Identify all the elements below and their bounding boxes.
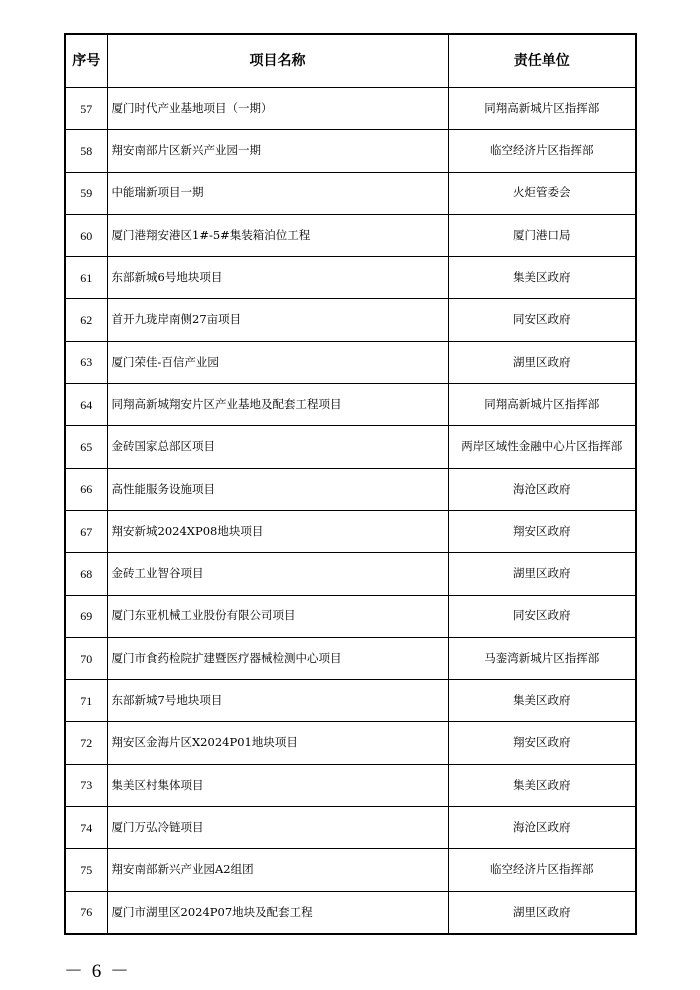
row-index: 72 [65,722,107,764]
row-responsible-unit: 湖里区政府 [448,553,636,595]
table-row [65,214,636,256]
row-responsible-unit: 翔安区政府 [448,510,636,552]
row-index: 59 [65,172,107,214]
row-project-name: 厦门时代产业基地项目（一期） [107,88,448,130]
table-row [65,722,636,764]
row-responsible-unit: 临空经济片区指挥部 [448,849,636,891]
row-index: 62 [65,299,107,341]
table-row [65,341,636,383]
row-project-name: 金砖工业智谷项目 [107,553,448,595]
row-project-name: 厦门荣佳-百信产业园 [107,341,448,383]
row-responsible-unit: 湖里区政府 [448,891,636,934]
row-responsible-unit: 集美区政府 [448,680,636,722]
row-project-name: 首开九珑岸南侧27亩项目 [107,299,448,341]
table-row [65,257,636,299]
row-project-name: 翔安区金海片区X2024P01地块项目 [107,722,448,764]
row-index: 63 [65,341,107,383]
row-responsible-unit: 火炬管委会 [448,172,636,214]
row-index: 73 [65,764,107,806]
row-project-name: 同翔高新城翔安片区产业基地及配套工程项目 [107,384,448,426]
table-row [65,130,636,172]
table-row [65,764,636,806]
row-project-name: 东部新城6号地块项目 [107,257,448,299]
row-responsible-unit: 同安区政府 [448,595,636,637]
row-responsible-unit: 厦门港口局 [448,214,636,256]
row-project-name: 集美区村集体项目 [107,764,448,806]
table-row [65,299,636,341]
row-project-name: 厦门东亚机械工业股份有限公司项目 [107,595,448,637]
row-responsible-unit: 海沧区政府 [448,468,636,510]
table-row [65,807,636,849]
row-responsible-unit: 湖里区政府 [448,341,636,383]
row-project-name: 金砖国家总部区项目 [107,426,448,468]
table-header-row [65,34,636,88]
row-responsible-unit: 两岸区域性金融中心片区指挥部 [448,426,636,468]
row-index: 70 [65,637,107,679]
row-responsible-unit: 翔安区政府 [448,722,636,764]
table-row [65,637,636,679]
project-table-container [64,33,635,935]
header-index: 序号 [65,34,107,88]
table-row [65,680,636,722]
project-table [64,33,637,935]
row-index: 60 [65,214,107,256]
row-responsible-unit: 集美区政府 [448,257,636,299]
table-row [65,468,636,510]
table-row [65,384,636,426]
row-project-name: 翔安南部片区新兴产业园一期 [107,130,448,172]
table-row [65,849,636,891]
row-project-name: 厦门港翔安港区1#-5#集装箱泊位工程 [107,214,448,256]
row-index: 66 [65,468,107,510]
table-row [65,88,636,130]
row-responsible-unit: 同安区政府 [448,299,636,341]
row-project-name: 东部新城7号地块项目 [107,680,448,722]
row-index: 61 [65,257,107,299]
row-project-name: 中能瑞新项目一期 [107,172,448,214]
row-index: 57 [65,88,107,130]
table-row [65,510,636,552]
row-project-name: 翔安南部新兴产业园A2组团 [107,849,448,891]
row-project-name: 厦门市湖里区2024P07地块及配套工程 [107,891,448,934]
table-row [65,172,636,214]
header-responsible-unit: 责任单位 [448,34,636,88]
row-index: 69 [65,595,107,637]
row-responsible-unit: 临空经济片区指挥部 [448,130,636,172]
row-project-name: 翔安新城2024XP08地块项目 [107,510,448,552]
row-index: 64 [65,384,107,426]
table-row [65,595,636,637]
row-index: 75 [65,849,107,891]
row-index: 68 [65,553,107,595]
header-project-name: 项目名称 [107,34,448,88]
row-index: 58 [65,130,107,172]
row-index: 74 [65,807,107,849]
table-row [65,426,636,468]
row-project-name: 高性能服务设施项目 [107,468,448,510]
row-responsible-unit: 同翔高新城片区指挥部 [448,384,636,426]
row-index: 71 [65,680,107,722]
row-index: 76 [65,891,107,934]
row-project-name: 厦门市食药检院扩建暨医疗器械检测中心项目 [107,637,448,679]
row-index: 65 [65,426,107,468]
table-row [65,891,636,934]
table-body [65,88,636,934]
table-row [65,553,636,595]
row-responsible-unit: 同翔高新城片区指挥部 [448,88,636,130]
row-index: 67 [65,510,107,552]
row-responsible-unit: 集美区政府 [448,764,636,806]
row-responsible-unit: 马銮湾新城片区指挥部 [448,637,636,679]
row-responsible-unit: 海沧区政府 [448,807,636,849]
page-number: － 6 － [64,961,132,982]
row-project-name: 厦门万弘冷链项目 [107,807,448,849]
